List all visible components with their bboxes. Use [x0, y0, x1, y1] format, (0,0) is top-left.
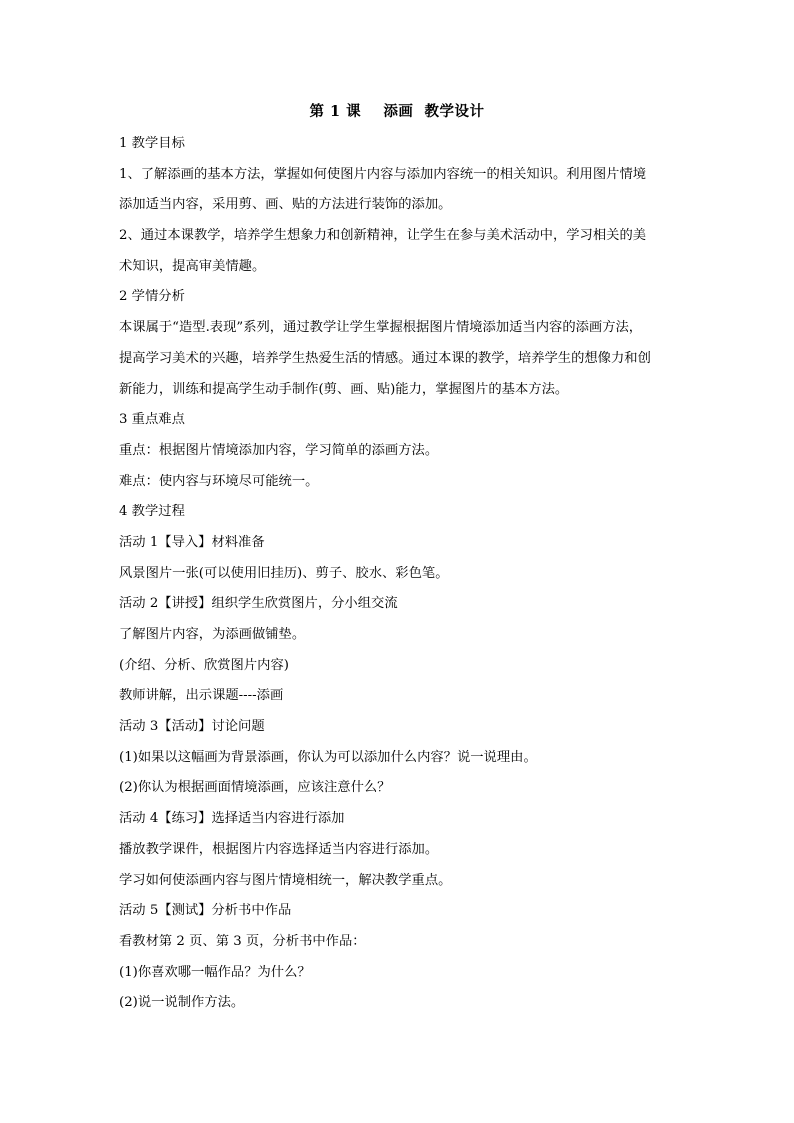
paragraph-line: 播放教学课件，根据图片内容选择适当内容进行添加。: [119, 841, 439, 857]
activity-heading: 活动 3【活动】讨论问题: [119, 719, 265, 735]
section-heading-objectives: 1 教学目标: [119, 136, 185, 151]
document-title: 第 1 课 添画 教学设计: [309, 103, 485, 120]
document-body: [119, 132, 681, 1022]
paragraph-line: 1、了解添画的基本方法，掌握如何使图片内容与添加内容统一的相关知识。利用图片情境: [119, 166, 647, 182]
paragraph-line: 了解图片内容，为添画做铺垫。: [119, 627, 306, 642]
activity-heading: 活动 1【导入】材料准备: [119, 534, 265, 550]
paragraph-line: 术知识，提高审美情趣。: [119, 258, 266, 274]
paragraph-line: 教师讲解，出示课题----添画: [119, 688, 284, 704]
activity-heading: 活动 4【练习】选择适当内容进行添加: [119, 811, 345, 827]
paragraph-line: (2)说一说制作方法。: [119, 995, 245, 1011]
paragraph-line: (1)你喜欢哪一幅作品？为什么？: [119, 964, 311, 980]
section-heading-process: 4 教学过程: [119, 504, 185, 520]
section-heading-key-points: 3 重点难点: [119, 412, 185, 428]
paragraph-line: 添加适当内容，采用剪、画、贴的方法进行装饰的添加。: [119, 197, 452, 213]
paragraph-line: 难点：使内容与环境尽可能统一。: [119, 473, 319, 489]
paragraph-line: 学习如何使添画内容与图片情境相统一，解决教学重点。: [119, 872, 452, 888]
paragraph-line: 看教材第 2 页、第 3 页，分析书中作品：: [119, 933, 366, 949]
paragraph-line: 本课属于“造型.表现”系列，通过教学让学生掌握根据图片情境添加适当内容的添画方法，: [119, 320, 643, 336]
activity-heading: 活动 2【讲授】组织学生欣赏图片，分小组交流: [119, 596, 398, 612]
paragraph-line: 新能力，训练和提高学生动手制作(剪、画、贴)能力，掌握图片的基本方法。: [119, 381, 569, 397]
paragraph-line: 重点：根据图片情境添加内容，学习简单的添画方法。: [119, 442, 439, 458]
paragraph-line: (2)你认为根据画面情境添画，应该注意什么？: [119, 780, 391, 796]
paragraph-line: (介绍、分析、欣赏图片内容): [119, 657, 289, 673]
paragraph-line: 提高学习美术的兴趣，培养学生热爱生活的情感。通过本课的教学，培养学生的想像力和创: [119, 350, 651, 366]
paragraph-line: 2、通过本课教学，培养学生想象力和创新精神，让学生在参与美术活动中，学习相关的美: [119, 228, 647, 244]
paragraph-line: 风景图片一张(可以使用旧挂历)、剪子、胶水、彩色笔。: [119, 565, 449, 581]
paragraph-line: (1)如果以这幅画为背景添画，你认为可以添加什么内容？说一说理由。: [119, 749, 537, 765]
section-heading-analysis: 2 学情分析: [119, 289, 185, 305]
activity-heading: 活动 5【测试】分析书中作品: [119, 903, 292, 919]
